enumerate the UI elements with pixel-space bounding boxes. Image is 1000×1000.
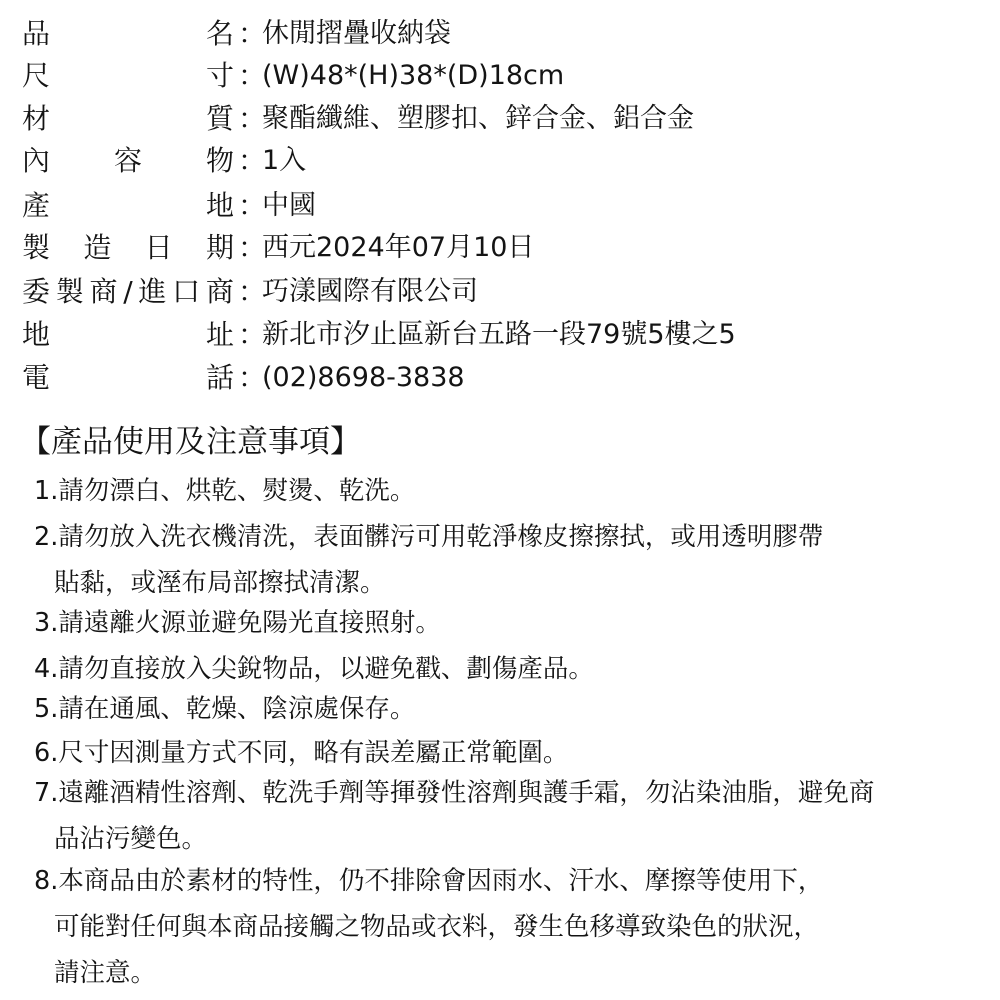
- note-line: 貼黏，或溼布局部擦拭清潔。: [54, 568, 386, 598]
- note-item-2: [34, 514, 974, 606]
- spec-row-origin: [0, 184, 1000, 228]
- spec-label: [22, 139, 234, 183]
- spec-label-char: 進: [138, 275, 167, 308]
- spec-colon: ：: [238, 17, 267, 50]
- spec-row-address: [0, 313, 1000, 357]
- note-line: 5.請在通風、乾燥、陰涼處保存。: [34, 694, 416, 724]
- note-line: 1.請勿漂白、烘乾、熨燙、乾洗。: [34, 476, 416, 506]
- spec-label: [22, 226, 234, 270]
- spec-label-char: 材: [22, 102, 51, 135]
- spec-value: 休閒摺疊收納袋: [262, 18, 451, 49]
- spec-colon: ：: [238, 102, 267, 135]
- spec-value: 1入: [262, 145, 307, 176]
- spec-label: [22, 356, 234, 400]
- spec-row-phone: [0, 356, 1000, 400]
- note-item-8: [34, 858, 974, 996]
- spec-value: 聚酯纖維、塑膠扣、鋅合金、鋁合金: [262, 103, 694, 134]
- spec-label-char: 期: [205, 231, 234, 264]
- spec-label-char: 製: [22, 231, 51, 264]
- spec-label-char: 品: [22, 17, 51, 50]
- spec-colon: ：: [238, 231, 267, 264]
- note-line: 2.請勿放入洗衣機清洗，表面髒污可用乾淨橡皮擦擦拭，或用透明膠帶: [34, 522, 824, 552]
- spec-label-char: 口: [172, 275, 201, 308]
- note-line: 4.請勿直接放入尖銳物品，以避免戳、劃傷產品。: [34, 654, 594, 684]
- spec-value: 西元2024年07月10日: [262, 232, 535, 263]
- note-item-1: [34, 468, 974, 514]
- spec-label-char: 話: [205, 361, 234, 394]
- spec-row-date: [0, 226, 1000, 270]
- note-line: 7.遠離酒精性溶劑、乾洗手劑等揮發性溶劑與護手霜，勿沾染油脂，避免商: [34, 778, 875, 808]
- spec-label-char: 尺: [22, 59, 51, 92]
- spec-label-char: 產: [22, 189, 51, 222]
- spec-label: [22, 184, 234, 228]
- spec-label: [22, 12, 234, 56]
- note-line: 8.本商品由於素材的特性，仍不排除會因雨水、汗水、摩擦等使用下，: [34, 866, 824, 896]
- note-line: 3.請遠離火源並避免陽光直接照射。: [34, 608, 441, 638]
- spec-row-material: [0, 97, 1000, 141]
- spec-label-char: 地: [205, 189, 234, 222]
- spec-row-size: [0, 54, 1000, 98]
- note-line: 請注意。: [54, 958, 157, 988]
- spec-value: 新北市汐止區新台五路一段79號5樓之5: [262, 319, 736, 350]
- spec-label-char: 地: [22, 318, 51, 351]
- spec-colon: ：: [238, 275, 267, 308]
- note-item-5: [34, 686, 974, 732]
- notes-title: 【產品使用及注意事項】: [20, 424, 361, 460]
- note-line: 6.尺寸因測量方式不同，略有誤差屬正常範圍。: [34, 738, 569, 768]
- spec-value: (02)8698-3838: [262, 362, 465, 393]
- spec-label-char: 物: [205, 144, 234, 177]
- spec-label-char: 製: [55, 275, 84, 308]
- note-item-7: [34, 770, 974, 862]
- spec-label-char: 日: [144, 231, 173, 264]
- note-line: 可能對任何與本商品接觸之物品或衣料，發生色移導致染色的狀況，: [54, 912, 820, 942]
- spec-value: 中國: [262, 190, 316, 221]
- spec-colon: ：: [238, 361, 267, 394]
- spec-row-contents: [0, 139, 1000, 183]
- spec-label: [22, 97, 234, 141]
- note-item-3: [34, 600, 974, 646]
- spec-label-char: 容: [113, 144, 142, 177]
- spec-value: (W)48*(H)38*(D)18cm: [262, 60, 565, 91]
- spec-label-char: 商: [89, 275, 118, 308]
- spec-label-char: 質: [205, 102, 234, 135]
- spec-label-char: 電: [22, 361, 51, 394]
- spec-label-char: 委: [22, 275, 51, 308]
- spec-label-char: 造: [83, 231, 112, 264]
- spec-colon: ：: [238, 59, 267, 92]
- spec-row-importer: [0, 270, 1000, 314]
- spec-label-char: 商: [205, 275, 234, 308]
- spec-label-char: 內: [22, 144, 51, 177]
- spec-colon: ：: [238, 318, 267, 351]
- spec-colon: ：: [238, 144, 267, 177]
- spec-label: [22, 270, 234, 314]
- spec-label-char: /: [123, 275, 133, 308]
- spec-label: [22, 313, 234, 357]
- spec-label: [22, 54, 234, 98]
- spec-value: 巧漾國際有限公司: [262, 276, 478, 307]
- spec-label-char: 址: [205, 318, 234, 351]
- spec-row-name: [0, 12, 1000, 56]
- note-line: 品沾污變色。: [54, 824, 208, 854]
- spec-label-char: 寸: [205, 59, 234, 92]
- spec-label-char: 名: [205, 17, 234, 50]
- spec-colon: ：: [238, 189, 267, 222]
